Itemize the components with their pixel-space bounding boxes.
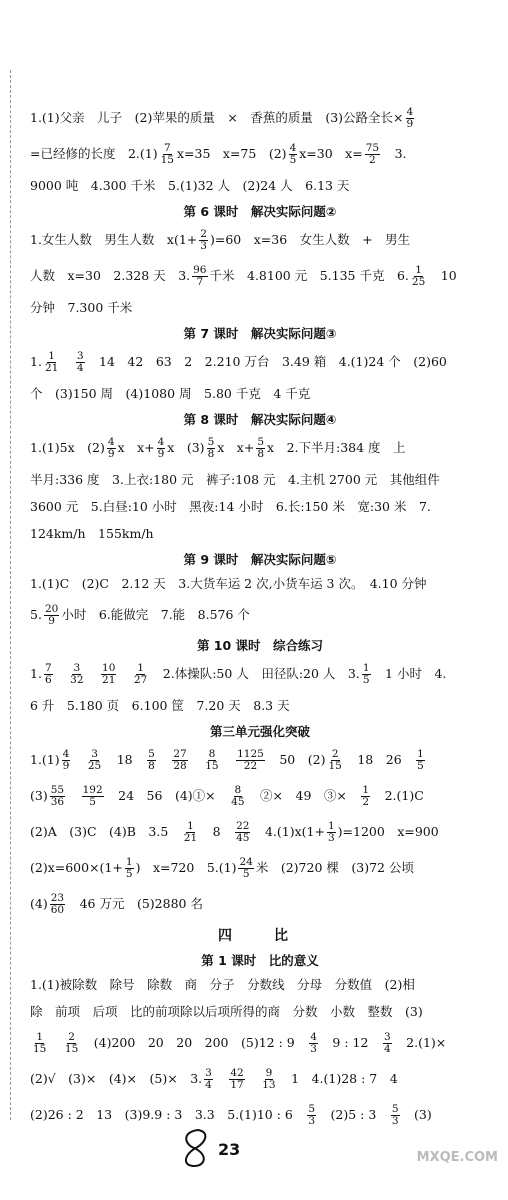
fraction-numerator: 1 bbox=[417, 747, 424, 760]
fraction bbox=[256, 437, 265, 460]
fraction-denominator: 3 bbox=[200, 239, 207, 252]
answer-text bbox=[49, 1036, 62, 1050]
fraction bbox=[192, 265, 207, 288]
fraction-denominator: 9 bbox=[406, 117, 414, 130]
answer-line bbox=[30, 778, 490, 814]
answer-text: (2)26 : 2 13 (3)9.9 : 3 3.3 5.(1)10 : 6 bbox=[30, 1107, 306, 1122]
fraction-numerator: 1125 bbox=[237, 747, 264, 760]
fraction-denominator: 15 bbox=[64, 1042, 79, 1055]
answer-line bbox=[30, 692, 490, 719]
fraction-numerator: 2 bbox=[68, 1030, 75, 1043]
fraction-denominator: 25 bbox=[411, 275, 426, 288]
fraction-numerator: 7 bbox=[44, 661, 52, 674]
answer-text: 46 万元 (5)2880 名 bbox=[67, 896, 203, 911]
answer-text: (2)A (3)C (4)B 3.5 bbox=[30, 824, 181, 839]
fraction-numerator: 10 bbox=[102, 661, 116, 674]
answer-text: 1.女生人数 男生人数 x(1+ bbox=[30, 232, 198, 247]
section-heading: 第三单元强化突破 bbox=[209, 723, 310, 739]
answer-text: 2.(1)× bbox=[393, 1035, 447, 1050]
fraction-numerator: 1 bbox=[415, 263, 422, 276]
answer-text bbox=[61, 355, 74, 369]
fraction bbox=[236, 749, 265, 772]
answer-text: (4)200 20 20 200 (5)12 : 9 bbox=[81, 1035, 308, 1050]
answer-text: 1.(1)5x (2) bbox=[30, 440, 105, 455]
fraction-numerator: 1 bbox=[48, 349, 55, 362]
answer-line bbox=[30, 493, 490, 520]
fraction-numerator: 192 bbox=[82, 783, 103, 796]
fraction bbox=[289, 143, 298, 166]
answer-line bbox=[30, 172, 490, 199]
fraction-numerator: 4 bbox=[107, 435, 115, 448]
fraction-denominator: 9 bbox=[107, 447, 115, 460]
answer-text: =已经修的长度 2.(1) bbox=[30, 146, 158, 161]
answer-text: x=30 x= bbox=[299, 146, 363, 161]
answer-text: 1.(1)父亲 儿子 (2)苹果的质量 × 香蕉的质量 (3)公路全长× bbox=[30, 110, 404, 125]
fraction-numerator: 4 bbox=[62, 747, 70, 760]
answer-text: 8 bbox=[200, 824, 234, 839]
fraction-denominator: 15 bbox=[33, 1042, 47, 1055]
answer-text: 18 bbox=[104, 752, 146, 767]
answer-text: 1.(1) bbox=[30, 752, 60, 767]
fraction bbox=[44, 351, 59, 374]
answer-text: 1 4.(1)28 : 7 4 bbox=[278, 1071, 398, 1086]
fraction bbox=[50, 785, 65, 808]
answer-text: (3) bbox=[401, 1107, 432, 1122]
section-heading: 第 9 课时 解决实际问题⑤ bbox=[183, 551, 337, 567]
fraction-numerator: 5 bbox=[257, 435, 265, 448]
answer-line bbox=[30, 294, 490, 321]
answer-text: 24 56 (4)①× bbox=[105, 788, 229, 803]
fraction bbox=[229, 1068, 244, 1091]
fraction bbox=[199, 229, 208, 252]
answer-text: 6 升 5.180 页 6.100 筐 7.20 天 8.3 天 bbox=[30, 697, 290, 713]
fraction-numerator: 3 bbox=[205, 1066, 212, 1079]
fraction bbox=[87, 749, 102, 772]
answer-text: x 2.下半月:384 度 上 bbox=[267, 440, 406, 455]
fraction-denominator: 7 bbox=[196, 275, 204, 288]
fraction-numerator: 20 bbox=[44, 602, 59, 615]
answer-text: 分钟 7.300 千米 bbox=[30, 299, 133, 315]
fraction-denominator: 15 bbox=[205, 759, 219, 772]
fraction bbox=[207, 437, 216, 460]
fraction bbox=[261, 1068, 276, 1091]
fraction-denominator: 5 bbox=[125, 867, 133, 880]
answer-key-page bbox=[30, 100, 490, 1133]
fraction bbox=[147, 749, 156, 772]
fraction-denominator: 5 bbox=[242, 867, 250, 880]
fraction bbox=[107, 437, 116, 460]
fraction bbox=[50, 893, 65, 916]
section-heading: 第 1 课时 比的意义 bbox=[201, 952, 319, 968]
fraction-denominator: 28 bbox=[173, 759, 187, 772]
fraction-denominator: 21 bbox=[44, 361, 59, 374]
fraction bbox=[44, 604, 59, 627]
answer-text bbox=[118, 667, 131, 681]
fraction-numerator: 1 bbox=[327, 819, 335, 832]
fraction bbox=[327, 821, 336, 844]
answer-text: 3. bbox=[382, 146, 407, 161]
fraction-numerator: 3 bbox=[383, 1030, 391, 1043]
fraction-denominator: 13 bbox=[262, 1078, 276, 1091]
answer-text: x x+ bbox=[217, 440, 255, 455]
fraction-denominator: 5 bbox=[417, 759, 424, 772]
fraction bbox=[307, 1104, 316, 1127]
fraction bbox=[64, 1032, 79, 1055]
fraction-denominator: 25 bbox=[87, 759, 102, 772]
fraction-denominator: 60 bbox=[50, 903, 65, 916]
fraction bbox=[44, 663, 53, 686]
answer-text: 1. bbox=[30, 354, 42, 369]
fraction-denominator: 4 bbox=[76, 361, 84, 374]
answer-text: 千米 4.8100 元 5.135 千克 6. bbox=[209, 268, 409, 283]
answer-text: 10 bbox=[428, 268, 457, 283]
answer-text: 除 前项 后项 比的前项除以后项所得的商 分数 小数 整数 (3) bbox=[30, 1003, 423, 1019]
fraction-denominator: 8 bbox=[257, 447, 265, 460]
fraction-numerator: 42 bbox=[230, 1066, 244, 1079]
fraction bbox=[183, 821, 198, 844]
fraction-numerator: 1 bbox=[125, 855, 133, 868]
fraction bbox=[406, 107, 415, 130]
answer-text: 小时 6.能做完 7.能 8.576 个 bbox=[61, 607, 250, 622]
fraction-numerator: 55 bbox=[50, 783, 65, 796]
answer-line bbox=[30, 100, 490, 136]
answer-text: 4.(1)x(1+ bbox=[252, 824, 325, 839]
page-number: 23 bbox=[218, 1140, 241, 1159]
answer-text: )=60 x=36 女生人数 + 男生 bbox=[209, 232, 411, 247]
answer-line bbox=[30, 258, 490, 294]
answer-text bbox=[87, 667, 100, 681]
fraction-denominator: 21 bbox=[102, 673, 116, 686]
fraction bbox=[411, 265, 426, 288]
fraction-numerator: 4 bbox=[406, 105, 414, 118]
fraction bbox=[362, 663, 371, 686]
fraction-numerator: 23 bbox=[50, 891, 65, 904]
fraction-numerator: 2 bbox=[331, 747, 339, 760]
fraction-numerator: 4 bbox=[289, 141, 297, 154]
fraction-numerator: 1 bbox=[187, 819, 194, 832]
answer-text: (4) bbox=[30, 896, 48, 911]
answer-text: 个 (3)150 周 (4)1080 周 5.80 千克 4 千克 bbox=[30, 385, 311, 401]
answer-line bbox=[30, 380, 490, 407]
fraction-denominator: 3 bbox=[327, 831, 335, 844]
answer-line bbox=[30, 430, 490, 466]
answer-line bbox=[30, 998, 490, 1025]
answer-line bbox=[30, 1097, 490, 1133]
answer-text: x (3) bbox=[167, 440, 205, 455]
fraction bbox=[309, 1032, 318, 1055]
answer-line bbox=[30, 570, 490, 597]
fraction bbox=[327, 749, 342, 772]
answer-text: ②× 49 ③× bbox=[247, 788, 360, 803]
fraction bbox=[101, 663, 116, 686]
fraction-denominator: 2 bbox=[362, 795, 370, 808]
answer-text: 2.体操队:50 人 田径队:20 人 3. bbox=[150, 666, 360, 681]
fraction-denominator: 22 bbox=[243, 759, 258, 772]
answer-text: 米 (2)720 棵 (3)72 公顷 bbox=[255, 860, 414, 875]
fraction-denominator: 21 bbox=[183, 831, 198, 844]
answer-text: 半月:336 度 3.上衣:180 元 裤子:108 元 4.主机 2700 元 其他组件 bbox=[30, 471, 440, 487]
answer-text: 1.(1)被除数 除号 除数 商 分子 分数线 分母 分数值 (2)相 bbox=[30, 976, 415, 992]
watermark: MXQE.COM bbox=[416, 1150, 498, 1165]
section-heading: 四 比 bbox=[218, 928, 302, 944]
answer-text: 124km/h 155km/h bbox=[30, 525, 154, 541]
answer-line bbox=[30, 1025, 490, 1061]
answer-line bbox=[30, 344, 490, 380]
fraction-numerator: 2 bbox=[200, 227, 207, 240]
fraction bbox=[383, 1032, 392, 1055]
fraction-numerator: 4 bbox=[157, 435, 165, 448]
fraction-numerator: 5 bbox=[148, 747, 155, 760]
fraction bbox=[82, 785, 104, 808]
answer-text: (3) bbox=[30, 788, 48, 803]
answer-text: ) x=720 5.(1) bbox=[135, 860, 237, 875]
fraction-numerator: 7 bbox=[163, 141, 171, 154]
answer-line bbox=[30, 971, 490, 998]
fraction-denominator: 17 bbox=[230, 1078, 244, 1091]
fraction bbox=[235, 821, 250, 844]
fraction-numerator: 75 bbox=[365, 141, 380, 154]
section-heading: 第 8 课时 解决实际问题④ bbox=[183, 411, 337, 427]
answer-text: 9000 吨 4.300 千米 5.(1)32 人 (2)24 人 6.13 天 bbox=[30, 177, 350, 193]
answer-text: x x+ bbox=[117, 440, 155, 455]
answer-line bbox=[30, 850, 490, 886]
fraction-numerator: 3 bbox=[73, 661, 81, 674]
fraction bbox=[204, 749, 219, 772]
fraction-denominator: 4 bbox=[205, 1078, 212, 1091]
fraction-numerator: 9 bbox=[265, 1066, 273, 1079]
fraction-numerator: 5 bbox=[308, 1102, 316, 1115]
fraction-numerator: 24 bbox=[239, 855, 253, 868]
answer-line bbox=[30, 222, 490, 258]
fraction bbox=[204, 1068, 213, 1091]
fraction-denominator: 3 bbox=[391, 1114, 399, 1127]
fraction-denominator: 45 bbox=[231, 795, 245, 808]
answer-text: 1.(1)C (2)C 2.12 天 3.大货车运 2 次,小货车运 3 次。 4.10 分钟 bbox=[30, 575, 427, 591]
fraction-denominator: 15 bbox=[328, 759, 342, 772]
fraction-denominator: 5 bbox=[89, 795, 96, 808]
fraction bbox=[416, 749, 425, 772]
fraction-numerator: 3 bbox=[76, 349, 84, 362]
fraction-denominator: 45 bbox=[236, 831, 250, 844]
answer-text bbox=[72, 753, 85, 767]
fraction bbox=[361, 785, 370, 808]
answer-text bbox=[247, 1072, 260, 1086]
answer-text bbox=[55, 667, 68, 681]
fraction-numerator: 1 bbox=[362, 661, 370, 674]
fraction bbox=[32, 1032, 47, 1055]
fraction-denominator: 3 bbox=[308, 1114, 316, 1127]
answer-line bbox=[30, 742, 490, 778]
answer-text: 9 : 12 bbox=[319, 1035, 381, 1050]
fraction bbox=[62, 749, 71, 772]
fraction-denominator: 8 bbox=[207, 447, 215, 460]
fraction-denominator: 36 bbox=[50, 795, 65, 808]
fraction-denominator: 15 bbox=[160, 153, 174, 166]
answer-line bbox=[30, 466, 490, 493]
answer-text: 2.(1)C bbox=[372, 788, 424, 803]
answer-text: 18 26 bbox=[344, 752, 415, 767]
fraction-denominator: 3 bbox=[310, 1042, 317, 1055]
fraction bbox=[133, 663, 148, 686]
fraction-denominator: 27 bbox=[133, 673, 148, 686]
fraction bbox=[391, 1104, 400, 1127]
fraction-denominator: 4 bbox=[383, 1042, 391, 1055]
answer-line bbox=[30, 814, 490, 850]
fraction-numerator: 22 bbox=[236, 819, 250, 832]
fraction-denominator: 6 bbox=[44, 673, 52, 686]
fraction-numerator: 1 bbox=[137, 661, 144, 674]
fraction-denominator: 32 bbox=[70, 673, 84, 686]
answer-text bbox=[222, 753, 235, 767]
fraction bbox=[238, 857, 253, 880]
fraction-numerator: 5 bbox=[391, 1102, 399, 1115]
fraction bbox=[157, 437, 166, 460]
answer-line bbox=[30, 520, 490, 547]
answer-text: (2)5 : 3 bbox=[318, 1107, 389, 1122]
section-heading: 第 7 课时 解决实际问题③ bbox=[183, 325, 337, 341]
fraction-numerator: 1 bbox=[362, 783, 370, 796]
binding-margin-line bbox=[10, 70, 11, 1120]
fraction-numerator: 5 bbox=[207, 435, 215, 448]
fraction-numerator: 4 bbox=[310, 1030, 317, 1043]
fraction-numerator: 96 bbox=[193, 263, 207, 276]
answer-text: 3600 元 5.白昼:10 小时 黑夜:14 小时 6.长:150 米 宽:30 米 7. bbox=[30, 498, 431, 514]
answer-text: )=1200 x=900 bbox=[337, 824, 439, 839]
answer-line bbox=[30, 597, 490, 633]
fraction-denominator: 5 bbox=[289, 153, 297, 166]
fraction-denominator: 9 bbox=[48, 614, 55, 627]
fraction-denominator: 9 bbox=[157, 447, 165, 460]
fraction bbox=[230, 785, 245, 808]
fraction-numerator: 8 bbox=[208, 747, 216, 760]
fraction-numerator: 27 bbox=[173, 747, 187, 760]
fraction-denominator: 2 bbox=[369, 153, 376, 166]
answer-text bbox=[215, 1072, 228, 1086]
answer-text: 14 42 63 2 2.210 万台 3.49 箱 4.(1)24 个 (2)60 bbox=[86, 354, 447, 369]
answer-line bbox=[30, 656, 490, 692]
fraction-denominator: 5 bbox=[362, 673, 370, 686]
fraction-numerator: 8 bbox=[234, 783, 242, 796]
answer-text bbox=[67, 789, 80, 803]
answer-line bbox=[30, 886, 490, 922]
answer-text: (2)x=600×(1+ bbox=[30, 860, 123, 875]
answer-text: 人数 x=30 2.328 天 3. bbox=[30, 268, 191, 283]
answer-text: 1. bbox=[30, 666, 42, 681]
fraction-numerator: 1 bbox=[36, 1030, 44, 1043]
answer-text: 50 (2) bbox=[266, 752, 326, 767]
answer-line bbox=[30, 1061, 490, 1097]
answer-text: (2)√ (3)× (4)× (5)× 3. bbox=[30, 1071, 203, 1086]
section-heading: 第 10 课时 综合练习 bbox=[196, 637, 324, 653]
fraction bbox=[160, 143, 175, 166]
fraction-numerator: 3 bbox=[91, 747, 98, 760]
answer-text bbox=[158, 753, 171, 767]
section-heading: 第 6 课时 解决实际问题② bbox=[183, 203, 337, 219]
answer-text: 5. bbox=[30, 607, 42, 622]
fraction bbox=[365, 143, 380, 166]
fraction bbox=[76, 351, 85, 374]
fraction bbox=[125, 857, 134, 880]
fraction-denominator: 8 bbox=[148, 759, 155, 772]
fraction bbox=[69, 663, 84, 686]
answer-text: 1 小时 4. bbox=[372, 666, 447, 681]
fraction-denominator: 9 bbox=[62, 759, 70, 772]
answer-text bbox=[190, 753, 203, 767]
fraction bbox=[172, 749, 187, 772]
answer-line bbox=[30, 136, 490, 172]
answer-text: x=35 x=75 (2) bbox=[176, 146, 287, 161]
